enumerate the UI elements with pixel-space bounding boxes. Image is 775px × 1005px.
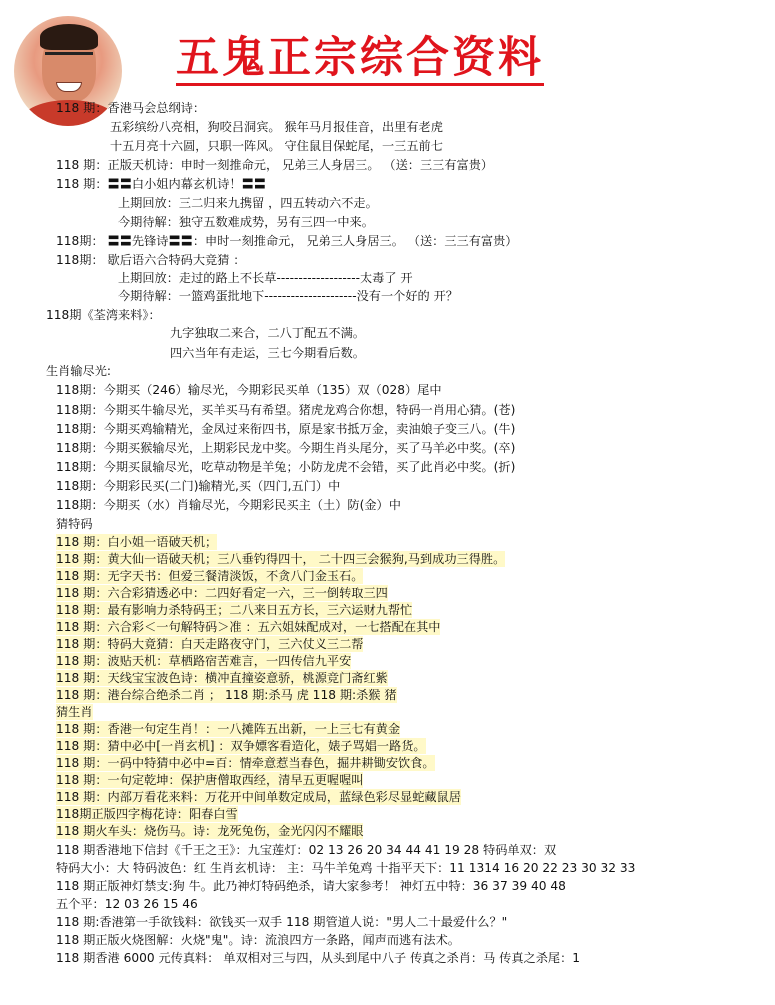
text-line: 九字独取二来合，二八丁配五不满。 [170, 326, 365, 340]
text-line: 118期： 歇后语六合特码大竞猜 ： [56, 253, 246, 267]
text-line: 118期：今期买（246）输尽光，今期彩民买单（135）双（028）尾中 [56, 383, 442, 397]
text-line: 118 期：香港马会总纲诗： [56, 101, 206, 115]
text-line: 118期：今期买鸡输精光，金凤过来衔四书，原是家书抵万金，卖油娘子变三八。(牛) [56, 422, 516, 436]
text-line: 118 期正版神灯禁支:狗 牛。此乃神灯特码绝杀，请大家参考！ 神灯五中特：36 37 39 40 48 [56, 879, 566, 893]
text-line: 118 期：一码中特猜中必中=百：情牵意惹当春色，掘井耕锄安饮食。 [56, 756, 435, 770]
text-line: 十五月亮十六圆，只职一阵风。 守住鼠目保蛇尾，一三五前七 [110, 139, 443, 153]
text-line: 118 期:香港第一手欲钱料：欲钱买一双手 118 期管道人说："男人二十最爱什么？" [56, 915, 508, 929]
text-line: 118期：今期买牛输尽光，买羊买马有希望。猪虎龙鸡合你想，特码一肖用心猜。(苍) [56, 403, 516, 417]
text-line: 118 期：香港一句定生肖！：一八摊阵五出新，一上三七有黄金 [56, 722, 401, 736]
text-line: 118 期：一句定乾坤：保护唐僧取西经，清早五更喔喔叫 [56, 773, 364, 787]
text-line: 118 期：正版天机诗：申时一刻推命元， 兄弟三人身居三。 （送：三三有富贵） [56, 158, 494, 172]
text-line: 118 期：最有影响力杀特码王；二八来日五方长，三六运财九帮忙 [56, 603, 413, 617]
text-line: 今期待解：一篮鸡蛋批地下---------------------没有一个好的 开？ [118, 289, 458, 303]
text-line: 五彩缤纷八亮相，狗咬吕洞宾。 猴年马月报佳音，出里有老虎 [110, 120, 443, 134]
text-line: 118 期香港地下信封《千王之王》：九宝莲灯：02 13 26 20 34 44 41 19 28 特码单双：双 [56, 843, 557, 857]
text-line: 猜生肖 [56, 705, 93, 719]
page-title: 五鬼正宗综合资料 [176, 34, 544, 86]
text-line: 118 期：猜中必中[一肖玄机] ：双争嫖客看造化，婊子骂娼一路货。 [56, 739, 426, 753]
text-line: 118 期：特码大竟猜：白天走路夜守门，三六仗义三二帮 [56, 637, 364, 651]
text-line: 118 期：六合彩猜透必中：二四好看定一六，三一倒转取三四 [56, 586, 388, 600]
text-line: 五个平：12 03 26 15 46 [56, 897, 198, 911]
text-line: 118 期：天线宝宝波色诗：横冲直撞姿意骄，桃源竞门斋红紫 [56, 671, 388, 685]
text-line: 118 期：波贴天机：草栖路宿苦难言，一四传信九平安 [56, 654, 352, 668]
text-line: 118 期：〓〓白小姐内幕玄机诗！〓〓 [56, 177, 266, 191]
text-line: 118期：今期买鼠输尽光，吃草动物是羊兔；小防龙虎不会错，买了此肖必中奖。(折) [56, 460, 516, 474]
text-line: 118 期香港 6000 元传真料： 单双相对三与四，从头到尾中八子 传真之杀肖：马 传真之杀尾：1 [56, 951, 581, 965]
text-line: 118 期：黄大仙一语破天机；三八垂钓得四十， 二十四三会猴狗,马到成功三得胜。 [56, 552, 506, 566]
text-line: 118 期火车头：烧伤马。诗：龙死兔伤，金光闪闪不耀眼 [56, 824, 364, 838]
text-line: 118 期正版火烧图解：火烧"鬼"。诗：流浪四方一条路，闻声而逃有法术。 [56, 933, 460, 947]
text-line: 118期《荃湾来料》： [46, 308, 161, 322]
text-line: 上期回放：走过的路上不长草-------------------太毒了 开 [118, 271, 413, 285]
text-line: 今期待解：独守五数难成势，另有三四一中来。 [118, 215, 374, 229]
text-line: 118期： 〓〓先锋诗〓〓：申时一刻推命元， 兄弟三人身居三。 （送：三三有富贵） [56, 234, 518, 248]
text-line: 118 期：六合彩＜一句解特码＞准 ：五六姐妹配成对，一七搭配在其中 [56, 620, 441, 634]
text-line: 118 期：无字天书：但爱三餐清淡饭，不贪八门金玉石。 [56, 569, 364, 583]
text-line: 118期：今期买（水）肖输尽光，今期彩民买主（土）防(金）中 [56, 498, 401, 512]
text-line: 118期：今期彩民买(二门)输精光,买（四门,五门）中 [56, 479, 341, 493]
text-line: 猜特码 [56, 517, 93, 531]
text-line: 118 期：内部万看花来料：万花开中间单数定成局，蓝绿色彩尽显蛇藏鼠居 [56, 790, 461, 804]
text-line: 118期：今期买猴输尽光，上期彩民龙中奖。今期生肖头尾分，买了马羊必中奖。(卒) [56, 441, 516, 455]
text-line: 118 期：港台综合绝杀二肖 ； 118 期:杀马 虎 118 期:杀猴 猪 [56, 688, 397, 702]
text-line: 生肖输尽光: [46, 364, 112, 378]
text-line: 特码大小：大 特码波色：红 生肖玄机诗： 主：马牛羊兔鸡 十指平天下：11 1314 16 20 22 23 30 32 33 [56, 861, 636, 875]
text-line: 四六当年有走运，三七今期看后数。 [170, 346, 365, 360]
text-line: 118期正版四字梅花诗：阳春白雪 [56, 807, 238, 821]
text-line: 上期回放：三二归来九携留 ，四五转动六不走。 [118, 196, 378, 210]
text-line: 118 期：白小姐一语破天机； [56, 535, 218, 549]
